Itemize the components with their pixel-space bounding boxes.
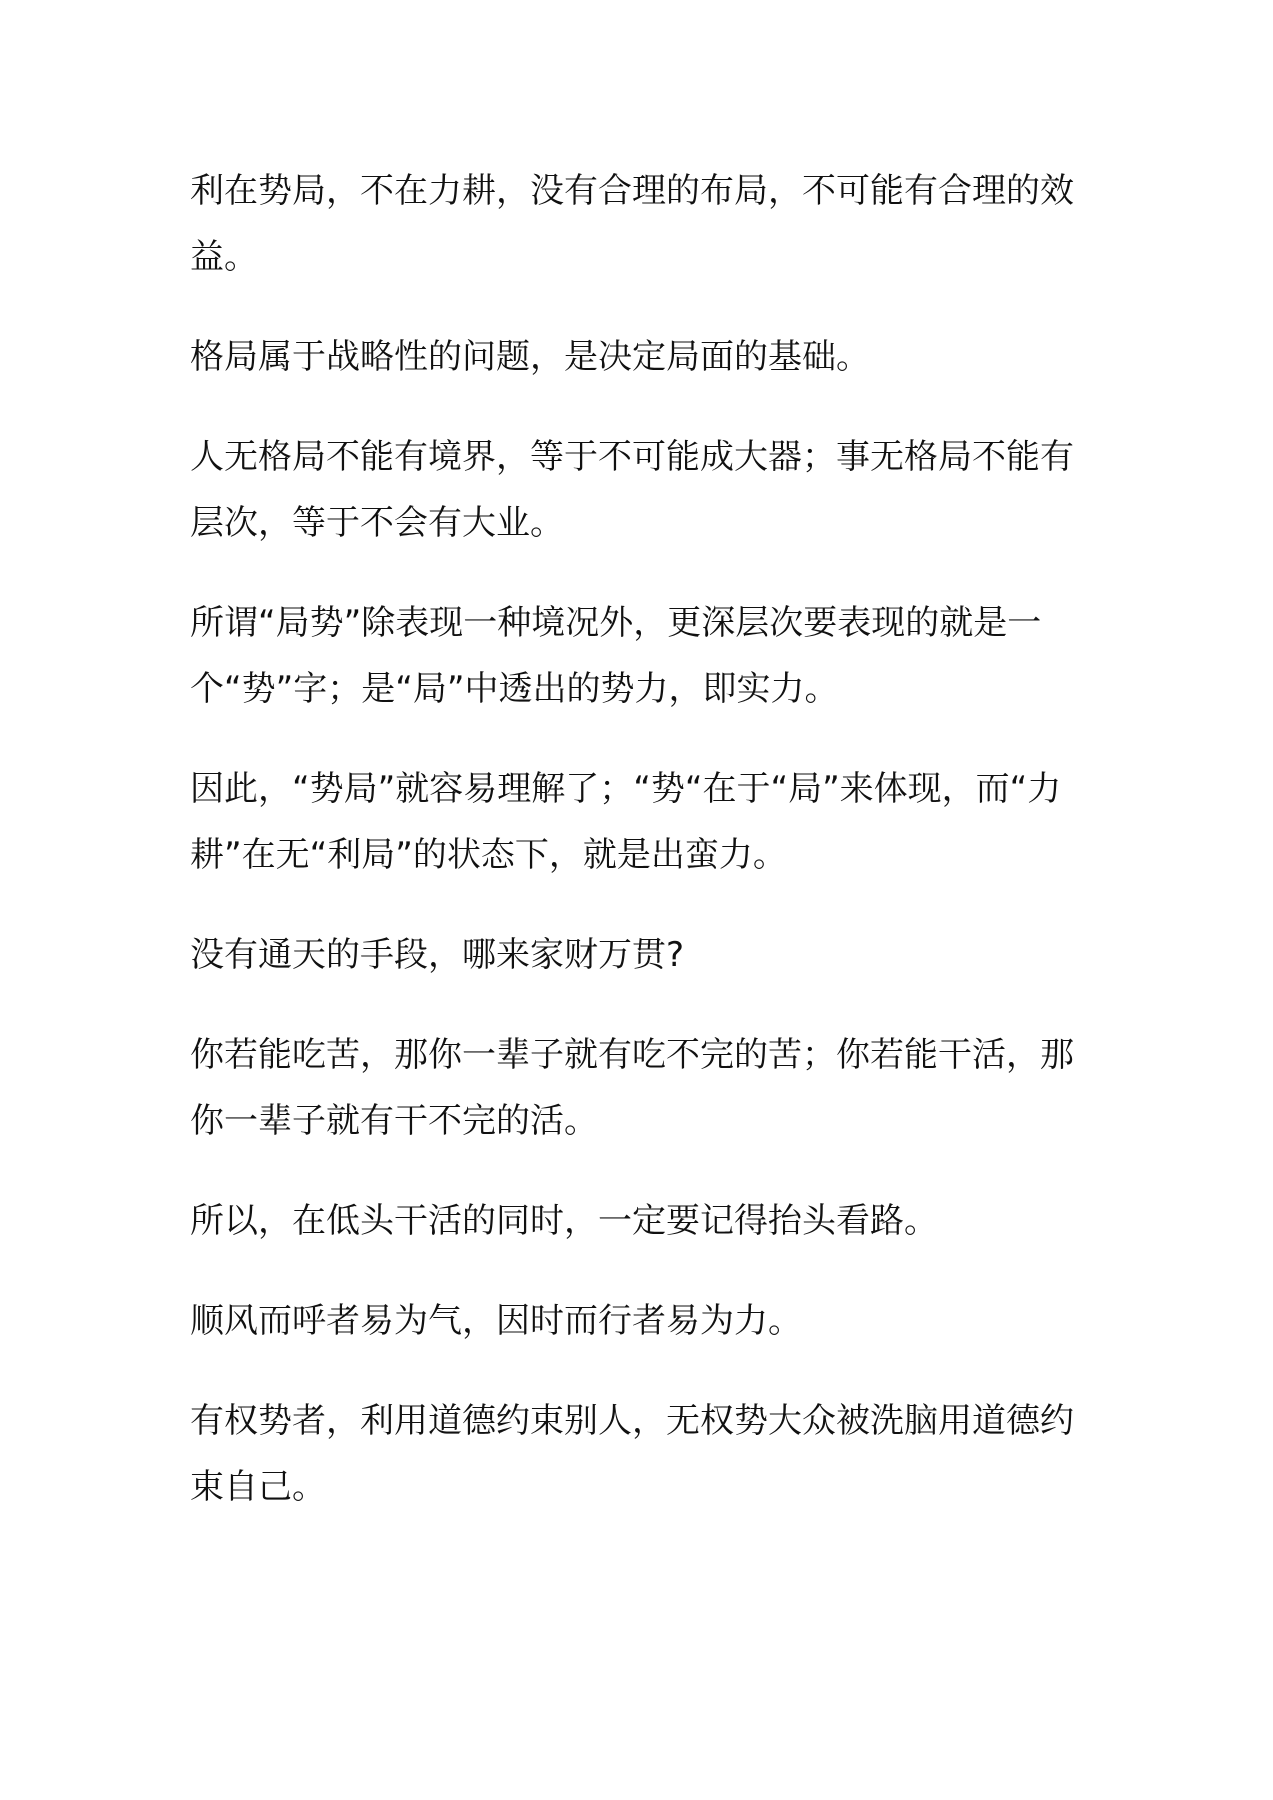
paragraph: 因此，“势局”就容易理解了；“势“在于“局”来体现，而“力耕”在无“利局”的状态下，就是出蛮力。 bbox=[190, 769, 1062, 875]
paragraph: 顺风而呼者易为气，因时而行者易为力。 bbox=[190, 1301, 802, 1341]
paragraph: 所谓“局势”除表现一种境况外，更深层次要表现的就是一个“势”字；是“局”中透出的势力，即实力。 bbox=[190, 603, 1042, 709]
paragraph: 你若能吃苦，那你一辈子就有吃不完的苦；你若能干活，那你一辈子就有干不完的活。 bbox=[190, 1035, 1074, 1141]
paragraph: 利在势局，不在力耕，没有合理的布局，不可能有合理的效益。 bbox=[190, 171, 1074, 277]
paragraph: 没有通天的手段，哪来家财万贯? bbox=[190, 935, 685, 975]
document-body bbox=[190, 158, 1090, 1554]
paragraph: 有权势者，利用道德约束别人，无权势大众被洗脑用道德约束自己。 bbox=[190, 1401, 1074, 1507]
paragraph: 所以，在低头干活的同时，一定要记得抬头看路。 bbox=[190, 1201, 938, 1241]
paragraph: 格局属于战略性的问题，是决定局面的基础。 bbox=[190, 337, 870, 377]
paragraph: 人无格局不能有境界，等于不可能成大器；事无格局不能有层次，等于不会有大业。 bbox=[190, 437, 1074, 543]
